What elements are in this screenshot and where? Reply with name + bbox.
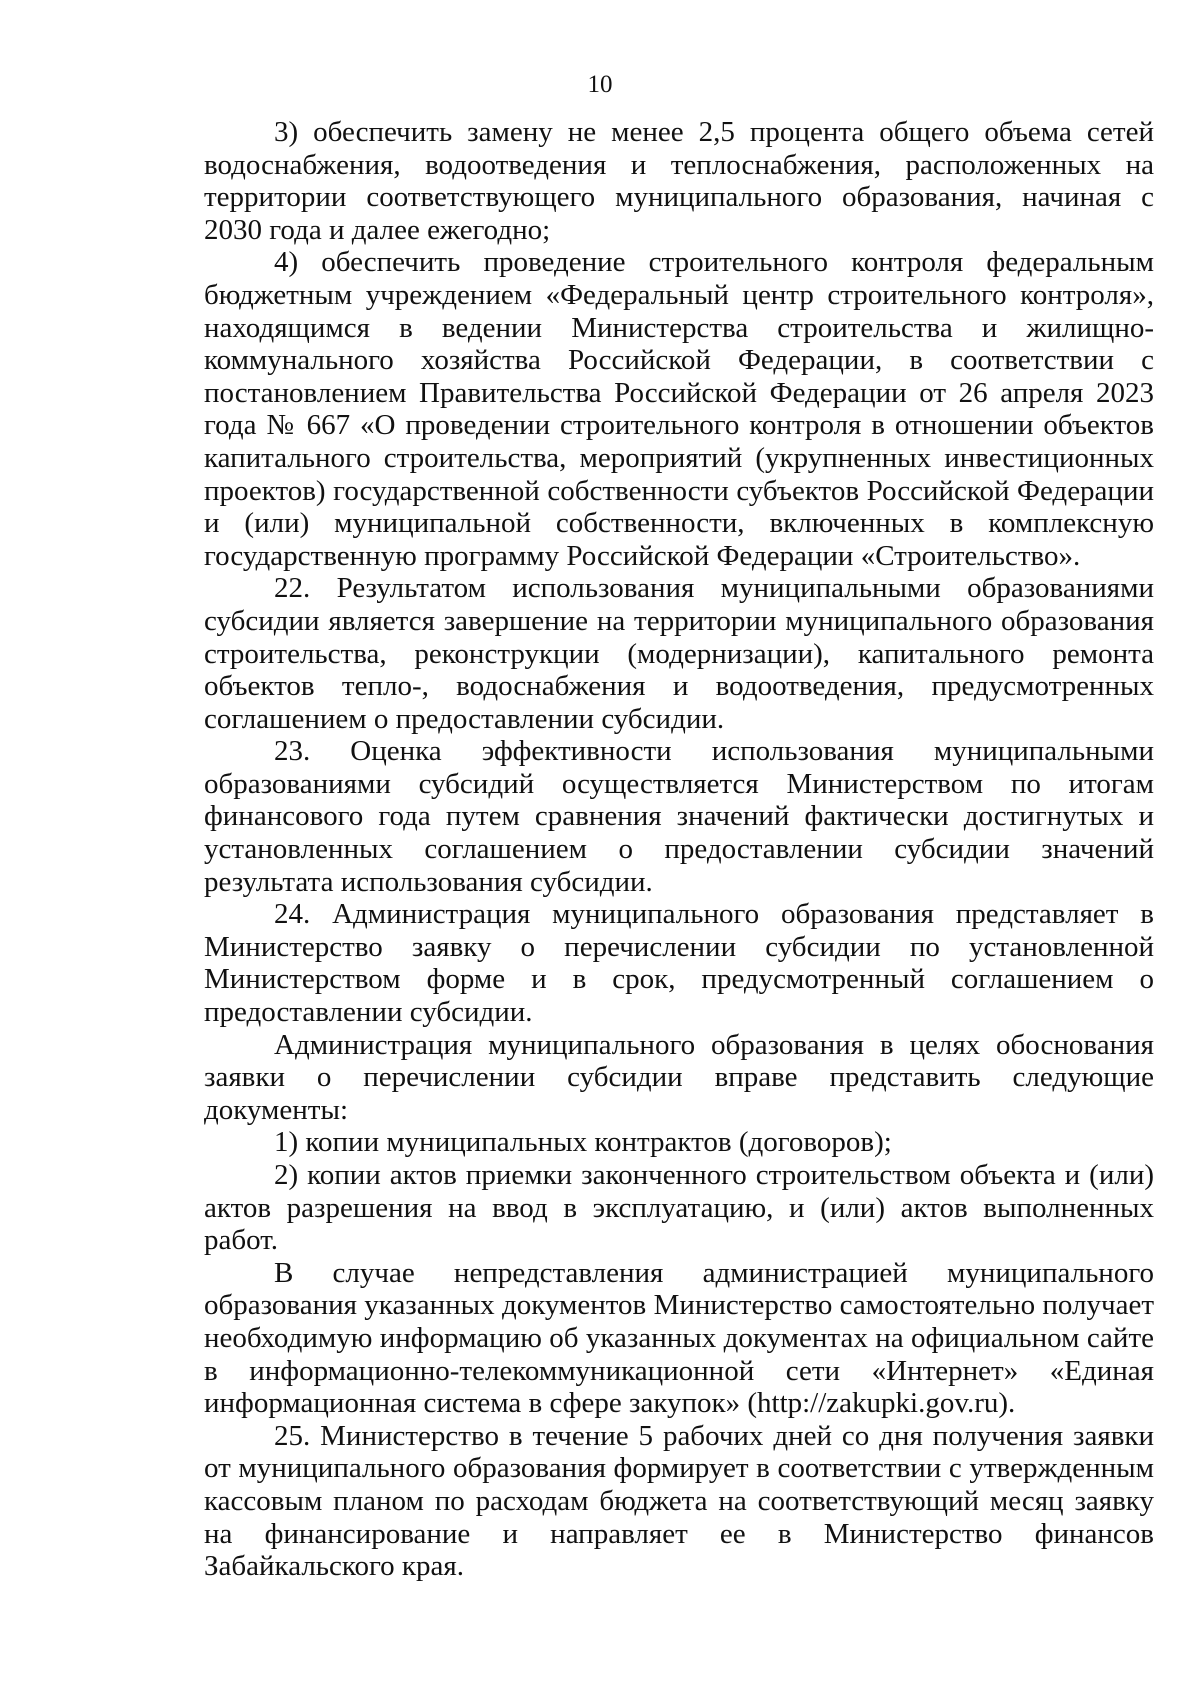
paragraph-24-item-2: 2) копии актов приемки законченного строительством объекта и (или) актов разрешения на ввод в эксплуатацию, и (или) актов выполненных работ. [204, 1159, 1154, 1257]
paragraph-item-3: 3) обеспечить замену не менее 2,5 процента общего объема сетей водоснабжения, водоотведения и теплоснабжения, расположенных на территории соответствующего муниципального образования, начиная с 2030 года и далее ежегодно; [204, 116, 1154, 246]
paragraph-24: 24. Администрация муниципального образования представляет в Министерство заявку о перечислении субсидии по установленной Министерством форме и в срок, предусмотренный соглашением о предоставлении субсидии. [204, 898, 1154, 1029]
page-number: 10 [587, 71, 613, 98]
paragraph-23: 23. Оценка эффективности использования муниципальными образованиями субсидий осуществляется Министерством по итогам финансового года путем сравнения значений фактически достигнутых и установленных соглашением о предоставлении субсидии значений результата использования субсидии. [204, 735, 1154, 898]
paragraph-item-4: 4) обеспечить проведение строительного контроля федеральным бюджетным учреждением «Федеральный центр строительного контроля», находящимся в ведении Министерства строительства и жилищно-коммунального хозяйства Российской Федерации, в соответствии с постановлением Правительства Российской Федерации от 26 апреля 2023 года № 667 «О проведении строительного контроля в отношении объектов капитального строительства, мероприятий (укрупненных инвестиционных проектов) государственной собственности субъектов Российской Федерации и (или) муниципальной собственности, включенных в комплексную государственную программу Российской Федерации «Строительство». [204, 246, 1154, 572]
paragraph-24-item-1: 1) копии муниципальных контрактов (договоров); [274, 1126, 892, 1159]
paragraph-25: 25. Министерство в течение 5 рабочих дней со дня получения заявки от муниципального образования формирует в соответствии с утвержденным кассовым планом по расходам бюджета на соответствующий месяц заявку на финансирование и направляет ее в Министерство финансов Забайкальского края. [204, 1419, 1154, 1583]
paragraph-24-documents-intro: Администрация муниципального образования в целях обоснования заявки о перечислении субсидии вправе представить следующие документы: [204, 1028, 1154, 1126]
paragraph-22: 22. Результатом использования муниципальными образованиями субсидии является завершение на территории муниципального образования строительства, реконструкции (модернизации), капитального ремонта объектов тепло-, водоснабжения и водоотведения, предусмотренных соглашением о предоставлении субсидии. [204, 572, 1154, 735]
document-body [204, 116, 1154, 1583]
paragraph-24-non-submission: В случае непредставления администрацией муниципального образования указанных документов Министерство самостоятельно получает необходимую информацию об указанных документах на официальном сайте в информационно-телекоммуникационной сети «Интернет» «Единая информационная система в сфере закупок» (http://zakupki.gov.ru). [204, 1256, 1154, 1420]
